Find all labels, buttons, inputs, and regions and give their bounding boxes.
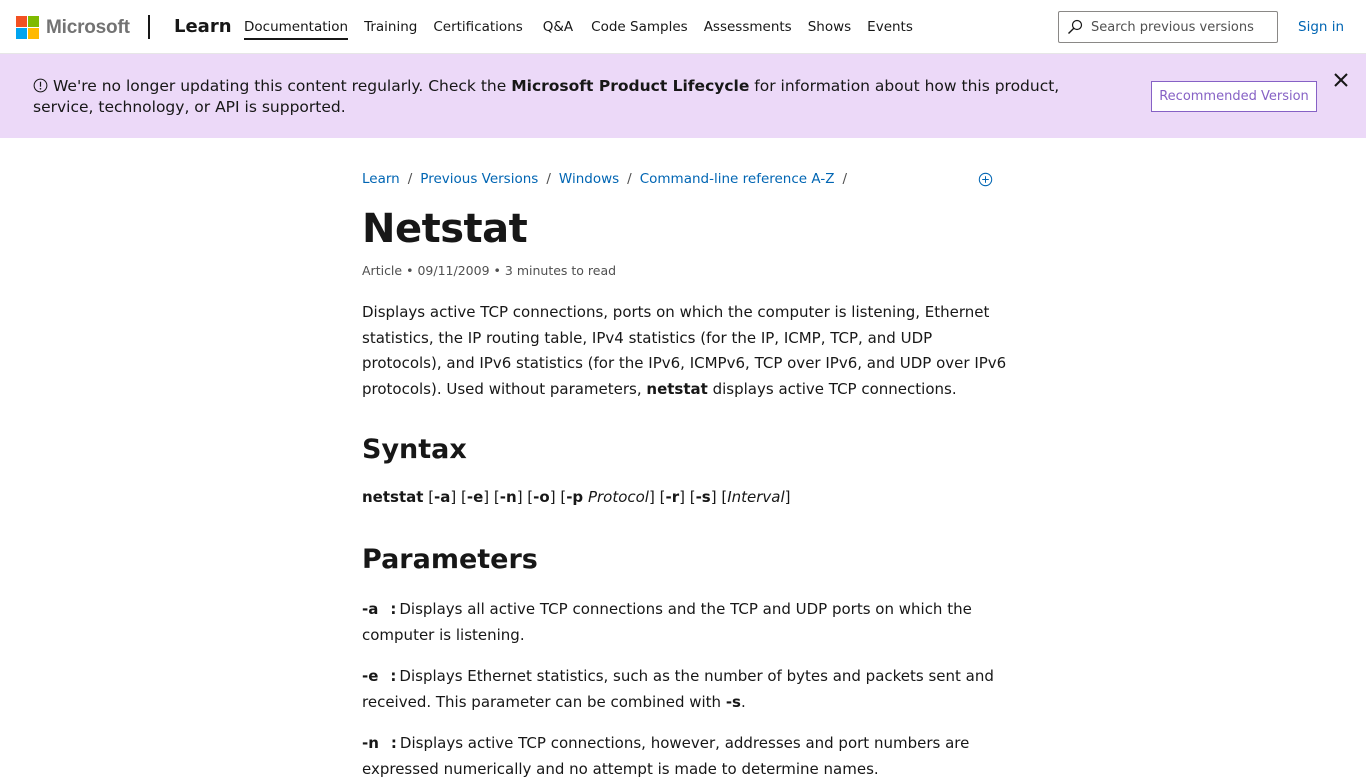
meta-separator: • xyxy=(493,263,501,278)
microsoft-logo[interactable] xyxy=(16,16,130,39)
breadcrumb-separator: / xyxy=(546,171,551,187)
parameter-colon: : xyxy=(390,734,397,752)
site-header xyxy=(0,0,1366,54)
syntax-line: netstat [-a] [-e] [-n] [-o] [-p Protocol] [-r] [-s] [Interval] xyxy=(362,488,791,506)
intro-command: netstat xyxy=(646,379,708,398)
parameter-item xyxy=(362,730,1008,782)
syntax-s: -s xyxy=(695,488,711,506)
recommended-version-button[interactable]: Recommended Version xyxy=(1151,81,1317,112)
article-intro xyxy=(362,300,1008,402)
nav-events[interactable]: Events xyxy=(867,19,913,35)
read-time: 3 minutes to read xyxy=(504,263,617,278)
meta-separator: • xyxy=(406,263,414,278)
syntax-command: netstat xyxy=(362,488,424,506)
article-type: Article xyxy=(362,263,403,278)
info-icon xyxy=(33,78,48,93)
parameter-description: Displays active TCP connections, however, addresses and port numbers are expressed numerically and no attempt is made to determine names. xyxy=(362,734,970,778)
syntax-p: -p xyxy=(566,488,584,506)
breadcrumb-previous-versions[interactable]: Previous Versions xyxy=(420,171,539,187)
nav-code-samples[interactable]: Code Samples xyxy=(591,19,688,35)
breadcrumb xyxy=(362,171,855,187)
close-icon[interactable] xyxy=(1332,71,1350,89)
nav-assessments[interactable]: Assessments xyxy=(703,19,792,35)
breadcrumb-command-line-reference[interactable]: Command-line reference A-Z xyxy=(639,171,835,187)
intro-text: Displays active TCP connections, ports on which the computer is listening, Ethernet statistics, the IP routing table, IPv4 statistics (for the IP, ICMP, TCP, and UDP protocols), and IPv6 statistics (for the IPv6, ICMPv6, TCP over IPv6, and UDP over IPv6 protocols). Used without parameters, xyxy=(362,303,1007,398)
breadcrumb-windows[interactable]: Windows xyxy=(558,171,620,187)
breadcrumb-separator: / xyxy=(842,171,848,187)
intro-text-end: displays active TCP connections. xyxy=(707,379,957,398)
parameter-name: -n xyxy=(362,734,379,752)
syntax-a: -a xyxy=(434,488,451,506)
product-lifecycle-link[interactable]: Microsoft Product Lifecycle xyxy=(511,77,750,95)
parameter-colon: : xyxy=(390,667,397,685)
syntax-o: -o xyxy=(533,488,550,506)
article-date: 09/11/2009 xyxy=(417,263,490,278)
parameter-name: -e xyxy=(362,667,379,685)
parameter-item xyxy=(362,596,1008,648)
search-input[interactable] xyxy=(1091,20,1271,35)
nav-certifications[interactable]: Certifications xyxy=(433,19,523,35)
parameter-item xyxy=(362,663,1008,715)
archive-notice-banner xyxy=(0,54,1366,138)
parameter-name: -a xyxy=(362,600,379,618)
nav-documentation[interactable]: Documentation xyxy=(244,19,348,40)
microsoft-wordmark: Microsoft xyxy=(46,16,130,38)
banner-message xyxy=(33,76,1113,118)
parameter-description: Displays all active TCP connections and the TCP and UDP ports on which the computer is listening. xyxy=(362,600,972,644)
breadcrumb-separator: / xyxy=(627,171,632,187)
parameter-colon: : xyxy=(390,600,397,618)
syntax-r: -r xyxy=(665,488,680,506)
breadcrumb-separator: / xyxy=(407,171,413,187)
parameter-combine-flag: -s xyxy=(725,693,741,711)
nav-training[interactable]: Training xyxy=(364,19,418,35)
parameters-heading: Parameters xyxy=(362,544,538,575)
syntax-heading: Syntax xyxy=(362,434,467,465)
article-meta xyxy=(362,263,616,278)
banner-text-after: for information about how this product, service, technology, or API is supported. xyxy=(33,77,1060,116)
nav-qa[interactable]: Q&A xyxy=(542,19,574,35)
top-nav xyxy=(244,19,929,40)
parameter-description: Displays Ethernet statistics, such as the number of bytes and packets sent and received. This parameter can be combined with xyxy=(362,667,994,711)
breadcrumb-learn[interactable]: Learn xyxy=(362,171,400,187)
syntax-n: -n xyxy=(499,488,517,506)
microsoft-logo-icon xyxy=(16,16,39,39)
syntax-e: -e xyxy=(466,488,484,506)
search-box[interactable] xyxy=(1058,11,1278,43)
syntax-protocol: Protocol xyxy=(587,488,649,506)
search-icon xyxy=(1067,19,1083,35)
syntax-interval: Interval xyxy=(727,488,785,506)
parameter-description-end: . xyxy=(740,693,746,711)
page-title: Netstat xyxy=(362,206,528,252)
nav-shows[interactable]: Shows xyxy=(807,19,852,35)
add-to-collection-icon[interactable] xyxy=(978,172,993,187)
banner-text-before: We're no longer updating this content regularly. Check the xyxy=(53,77,512,95)
brand-divider xyxy=(148,15,150,39)
sign-in-link[interactable]: Sign in xyxy=(1298,19,1345,35)
learn-brand-link[interactable]: Learn xyxy=(174,16,232,37)
